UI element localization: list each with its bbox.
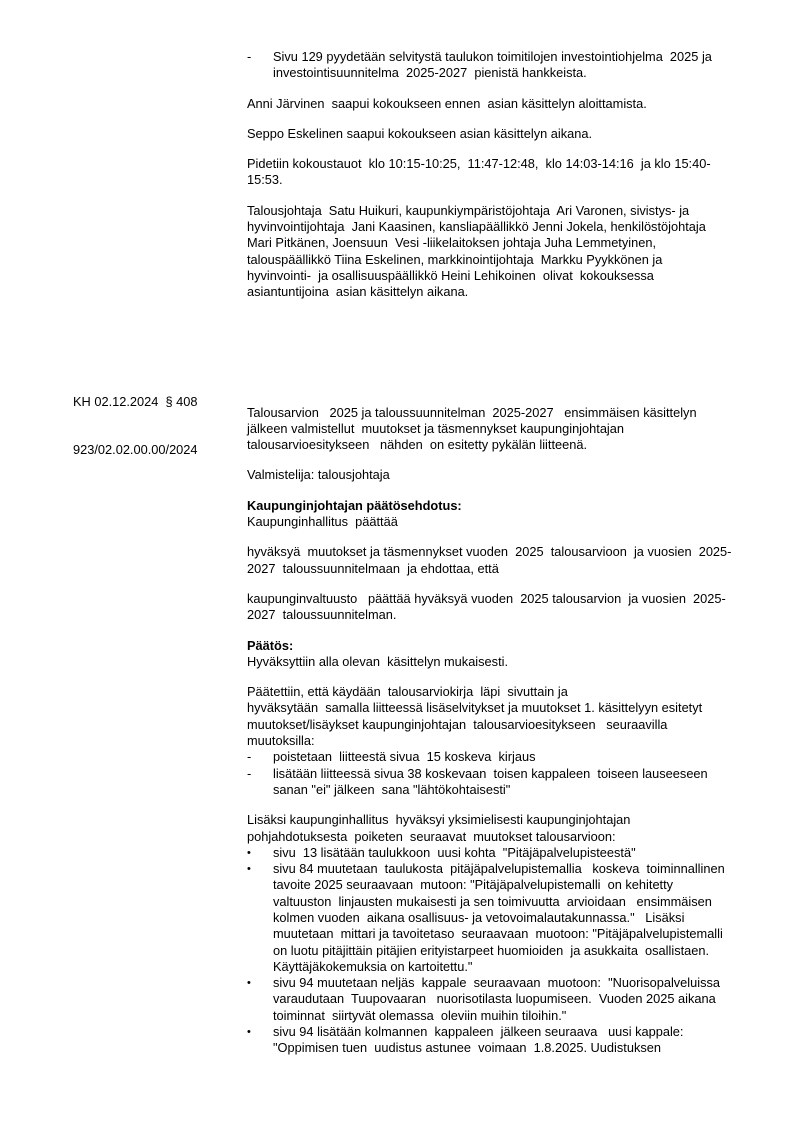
list-item-text xyxy=(273,749,535,765)
list-item xyxy=(247,861,777,975)
para-talousarvio-intro xyxy=(247,405,777,454)
note-anni-jarvinen xyxy=(247,96,777,112)
text-line: Päätettiin, että käydään talousarviokirja läpi sivuttain ja xyxy=(247,684,568,700)
case-reference xyxy=(73,361,198,491)
bullet-marker: • xyxy=(247,1026,251,1039)
note-seppo-eskelinen xyxy=(247,126,777,142)
dash-marker: - xyxy=(247,749,252,765)
para-valmistelija xyxy=(247,467,777,483)
list-item-text xyxy=(273,766,708,799)
text-line: asiantuntijoina asian käsittelyn aikana. xyxy=(247,284,469,300)
list-item xyxy=(247,766,777,799)
text-line: investointisuunnitelma 2025-2027 pienistä hankkeista. xyxy=(273,65,587,81)
main-column xyxy=(247,49,777,1057)
text-line: Mari Pitkänen, Joensuun Vesi -liikelaitoksen johtaja Juha Lemmetyinen, xyxy=(247,235,657,251)
text-line: talouspäällikkö Tiina Eskelinen, markkinointijohtaja Markku Pyykkönen ja xyxy=(247,251,663,267)
list-item-text xyxy=(273,49,712,82)
list-item-text xyxy=(273,975,720,1024)
bullet-marker: • xyxy=(247,846,251,859)
text-line: "Oppimisen tuen uudistus astunee voimaan 1.8.2025. Uudistuksen xyxy=(273,1040,661,1056)
list-item xyxy=(247,1024,777,1057)
bullet-marker: • xyxy=(247,863,251,876)
section-paatos xyxy=(247,638,777,671)
text-line: lisätään liitteessä sivua 38 koskevaan toisen kappaleen toiseen lauseeseen xyxy=(273,765,708,781)
text-line: sivu 94 lisätään kolmannen kappaleen jälkeen seuraava uusi kappale: xyxy=(273,1024,684,1040)
para-lisaksi xyxy=(247,812,777,845)
text-line: Talousjohtaja Satu Huikuri, kaupunkiympäristöjohtaja Ari Varonen, sivistys- ja xyxy=(247,202,690,218)
text-line: talousarvioesitykseen nähden on esitetty pykälän liitteenä. xyxy=(247,437,588,453)
text-line: Lisäksi kaupunginhallitus hyväksyi yksimielisesti kaupunginjohtajan xyxy=(247,812,631,828)
text-line: muutokset/lisäykset kaupunginjohtajan talousarvioesitykseen seuraavilla xyxy=(247,716,668,732)
text-line: muutoksilla: xyxy=(247,733,315,749)
dash-marker: - xyxy=(247,49,252,64)
dash-marker: - xyxy=(247,765,252,781)
list-item-text xyxy=(273,1024,683,1057)
text-line: sivu 84 muutetaan taulukosta pitäjäpalvelupistemallia koskeva toiminnallinen xyxy=(273,861,725,877)
text-line: sanan "ei" jälkeen sana "lähtökohtaisesti" xyxy=(273,781,511,797)
text-line: 2027 taloussuunnitelman. xyxy=(247,607,397,623)
text-line: Kaupunginhallitus päättää xyxy=(247,514,398,530)
text-line: Seppo Eskelinen saapui kokoukseen asian käsittelyn aikana. xyxy=(247,125,593,141)
para-hyvaksya xyxy=(247,544,777,577)
note-asiantuntijat xyxy=(247,203,777,301)
text-line: hyväksyä muutokset ja täsmennykset vuoden 2025 talousarvioon ja vuosien 2025- xyxy=(247,544,732,560)
text-line: pohjahdotuksesta poiketen seuraavat muutokset talousarvioon: xyxy=(247,828,616,844)
text-line: 15:53. xyxy=(247,172,283,188)
text-line: valtuuston linjausten mukaisesti ja sen toimivuutta arvioidaan ensimmäisen xyxy=(273,893,712,909)
list-liite-muutokset xyxy=(247,749,777,798)
text-line: poistetaan liitteestä sivua 15 koskeva kirjaus xyxy=(273,749,536,765)
text-line: kaupunginvaltuusto päättää hyväksyä vuoden 2025 talousarvion ja vuosien 2025- xyxy=(247,590,726,606)
note-sivu-129 xyxy=(247,49,777,82)
para-kaupunginvaltuusto xyxy=(247,591,777,624)
list-item xyxy=(247,49,777,82)
text-line: Talousarvion 2025 ja taloussuunnitelman 2025-2027 ensimmäisen käsittelyn xyxy=(247,404,697,420)
text-line: Hyväksyttiin alla olevan käsittelyn mukaisesti. xyxy=(247,653,509,669)
list-item-text xyxy=(273,861,725,975)
text-line: toiminnat siirtyvät olemassa oleviin muihin tiloihin." xyxy=(273,1007,567,1023)
section-heading: Kaupunginjohtajan päätösehdotus: xyxy=(247,497,462,513)
text-line: hyväksytään samalla liitteessä lisäselvitykset ja muutokset 1. käsittelyyn esitetyt xyxy=(247,700,703,716)
para-paatettiin xyxy=(247,684,777,749)
text-line: jälkeen valmistellut muutokset ja täsmennykset kaupunginjohtajan xyxy=(247,420,625,436)
text-line: sivu 94 muutetaan neljäs kappale seuraavaan muotoon: "Nuorisopalveluissa xyxy=(273,975,721,991)
list-item-text xyxy=(273,845,636,861)
section-heading: Päätös: xyxy=(247,637,294,653)
note-kokoustauot xyxy=(247,156,777,189)
text-line: Valmistelija: talousjohtaja xyxy=(247,467,390,483)
text-line: Pidetiin kokoustauot klo 10:15-10:25, 11:47-12:48, klo 14:03-14:16 ja klo 15:40- xyxy=(247,156,711,172)
text-line: hyvinvointijohtaja Jani Kaasinen, kansliapäällikkö Jenni Jokela, henkilöstöjohtaja xyxy=(247,219,706,235)
text-line: tavoite 2025 seuraavaan mutoon: "Pitäjäpalvelupistemalli on kehitetty xyxy=(273,877,674,893)
text-line: varaudutaan Tuupovaaran nuorisotilasta luopumiseen. Vuoden 2025 aikana xyxy=(273,991,716,1007)
list-item xyxy=(247,749,777,765)
text-line: Sivu 129 pyydetään selvitystä taulukon toimitilojen investointiohjelma 2025 ja xyxy=(273,49,712,64)
text-line: 2027 taloussuunnitelmaan ja ehdottaa, että xyxy=(247,560,499,576)
list-talousarvio-muutokset xyxy=(247,845,777,1057)
text-line: kolmen vuoden aikana osallisuus- ja vetovoimalautakunnassa." Lisäksi xyxy=(273,909,685,925)
text-line: muutetaan mittari ja tavoitetaso seuraavaan muotoon: "Pitäjäpalvelupistemalli xyxy=(273,926,723,942)
diary-number: 923/02.02.00.00/2024 xyxy=(73,442,198,458)
text-line: Anni Järvinen saapui kokoukseen ennen asian käsittelyn aloittamista. xyxy=(247,95,647,111)
bullet-marker: • xyxy=(247,977,251,990)
list-item xyxy=(247,975,777,1024)
text-line: hyvinvointi- ja osallisuuspäällikkö Heini Lehikoinen olivat kokouksessa xyxy=(247,267,654,283)
section-paatosehdotus xyxy=(247,498,777,531)
text-line: on luotu pitäjittäin pitäjien erityistarpeet huomioiden ja asukkaita osallistaen. xyxy=(273,942,710,958)
text-line: Käyttäjäkokemuksia on kartoitettu." xyxy=(273,958,473,974)
text-line: sivu 13 lisätään taulukkoon uusi kohta "Pitäjäpalvelupisteestä" xyxy=(273,844,636,860)
list-item xyxy=(247,845,777,861)
kh-reference: KH 02.12.2024 § 408 xyxy=(73,393,198,409)
